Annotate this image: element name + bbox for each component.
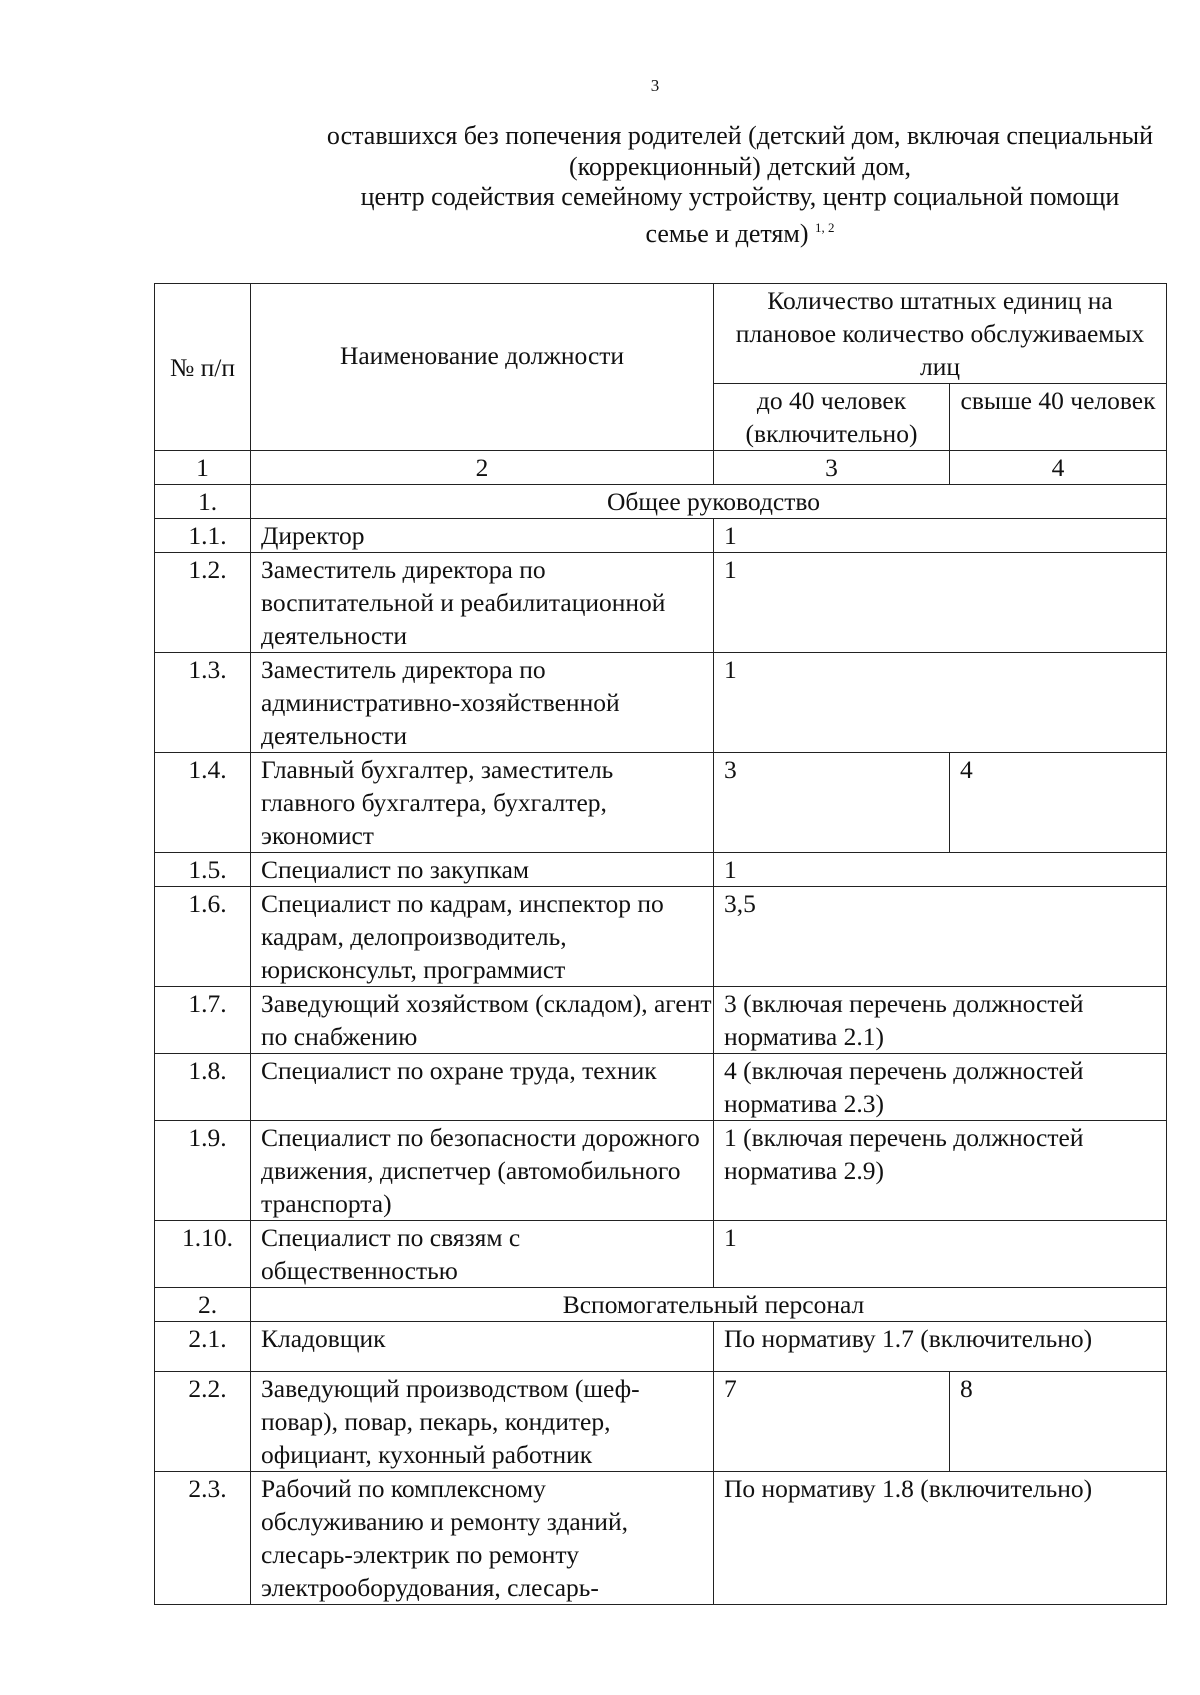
staff-value-up-to-40: 7: [714, 1372, 950, 1472]
row-num: 1.2.: [155, 553, 251, 653]
staff-value: По нормативу 1.7 (включительно): [714, 1322, 1167, 1372]
section-title: Общее руководство: [251, 485, 1167, 519]
header-over-40: свыше 40 человек: [950, 384, 1167, 451]
row-num: 1.7.: [155, 987, 251, 1054]
header-quantity: Количество штатных единиц на плановое количество обслуживаемых лиц: [714, 284, 1167, 384]
title-line-text: семье и детям): [645, 218, 809, 248]
table-row: [155, 1472, 1167, 1605]
table-row: [155, 653, 1167, 753]
position-name: Директор: [251, 519, 714, 553]
table-row: [155, 1322, 1167, 1372]
column-number: 3: [714, 451, 950, 485]
staff-value: 1: [714, 519, 1167, 553]
position-name: Специалист по охране труда, техник: [251, 1054, 714, 1121]
table-header-row: [155, 284, 1167, 384]
column-number: 4: [950, 451, 1167, 485]
position-name: Заведующий производством (шеф-повар), повар, пекарь, кондитер, официант, кухонный работник: [251, 1372, 714, 1472]
row-num: 1.9.: [155, 1121, 251, 1221]
header-num: № п/п: [155, 284, 251, 451]
footnote-marks: 1, 2: [815, 219, 835, 235]
position-name: Заведующий хозяйством (складом), агент по снабжению: [251, 987, 714, 1054]
row-num: 2.2.: [155, 1372, 251, 1472]
position-name: Главный бухгалтер, заместитель главного бухгалтера, бухгалтер, экономист: [251, 753, 714, 853]
position-name: Заместитель директора по административно-хозяйственной деятельности: [251, 653, 714, 753]
row-num: 1.1.: [155, 519, 251, 553]
row-num: 2.3.: [155, 1472, 251, 1605]
title-line: (коррекционный) детский дом,: [569, 151, 911, 181]
table-row: [155, 753, 1167, 853]
position-name: Специалист по кадрам, инспектор по кадрам, делопроизводитель, юрисконсульт, программист: [251, 887, 714, 987]
header-name: Наименование должности: [251, 284, 714, 451]
table-row: [155, 887, 1167, 987]
staff-value: 1 (включая перечень должностей норматива 2.9): [714, 1121, 1167, 1221]
staff-value: По нормативу 1.8 (включительно): [714, 1472, 1167, 1605]
section-row: [155, 1288, 1167, 1322]
staff-value-over-40: 8: [950, 1372, 1167, 1472]
header-up-to-40: до 40 человек (включительно): [714, 384, 950, 451]
section-num: 1.: [155, 485, 251, 519]
staff-value-over-40: 4: [950, 753, 1167, 853]
table-row: [155, 853, 1167, 887]
table-row: [155, 987, 1167, 1054]
staff-value: 3 (включая перечень должностей норматива 2.1): [714, 987, 1167, 1054]
column-numbers-row: [155, 451, 1167, 485]
table-row: [155, 553, 1167, 653]
row-num: 1.10.: [155, 1221, 251, 1288]
position-name: Специалист по безопасности дорожного движения, диспетчер (автомобильного транспорта): [251, 1121, 714, 1221]
page-number: 3: [650, 76, 660, 95]
position-name: Заместитель директора по воспитательной и реабилитационной деятельности: [251, 553, 714, 653]
position-name: Специалист по закупкам: [251, 853, 714, 887]
title-line: [180, 213, 1200, 250]
table-row: [155, 1372, 1167, 1472]
document-title: [180, 121, 1200, 249]
row-num: 1.4.: [155, 753, 251, 853]
section-num: 2.: [155, 1288, 251, 1322]
table-row: [155, 519, 1167, 553]
table-row: [155, 1054, 1167, 1121]
staff-value: 1: [714, 553, 1167, 653]
staff-norms-table: [154, 283, 1167, 1605]
row-num: 2.1.: [155, 1322, 251, 1372]
row-num: 1.3.: [155, 653, 251, 753]
column-number: 2: [251, 451, 714, 485]
staff-value: 1: [714, 853, 1167, 887]
position-name: Рабочий по комплексному обслуживанию и ремонту зданий, слесарь-электрик по ремонту электрооборудования, слесарь-: [251, 1472, 714, 1605]
row-num: 1.6.: [155, 887, 251, 987]
row-num: 1.5.: [155, 853, 251, 887]
section-title: Вспомогательный персонал: [251, 1288, 1167, 1322]
position-name: Кладовщик: [251, 1322, 714, 1372]
staff-value: 1: [714, 653, 1167, 753]
staff-value: 1: [714, 1221, 1167, 1288]
row-num: 1.8.: [155, 1054, 251, 1121]
table-row: [155, 1121, 1167, 1221]
title-line: центр содействия семейному устройству, центр социальной помощи: [360, 182, 1120, 211]
staff-value: 3,5: [714, 887, 1167, 987]
table-row: [155, 1221, 1167, 1288]
position-name: Специалист по связям с общественностью: [251, 1221, 714, 1288]
staff-value: 4 (включая перечень должностей норматива 2.3): [714, 1054, 1167, 1121]
staff-value-up-to-40: 3: [714, 753, 950, 853]
title-line: оставшихся без попечения родителей (детский дом, включая специальный: [326, 121, 1154, 150]
section-row: [155, 485, 1167, 519]
column-number: 1: [155, 451, 251, 485]
